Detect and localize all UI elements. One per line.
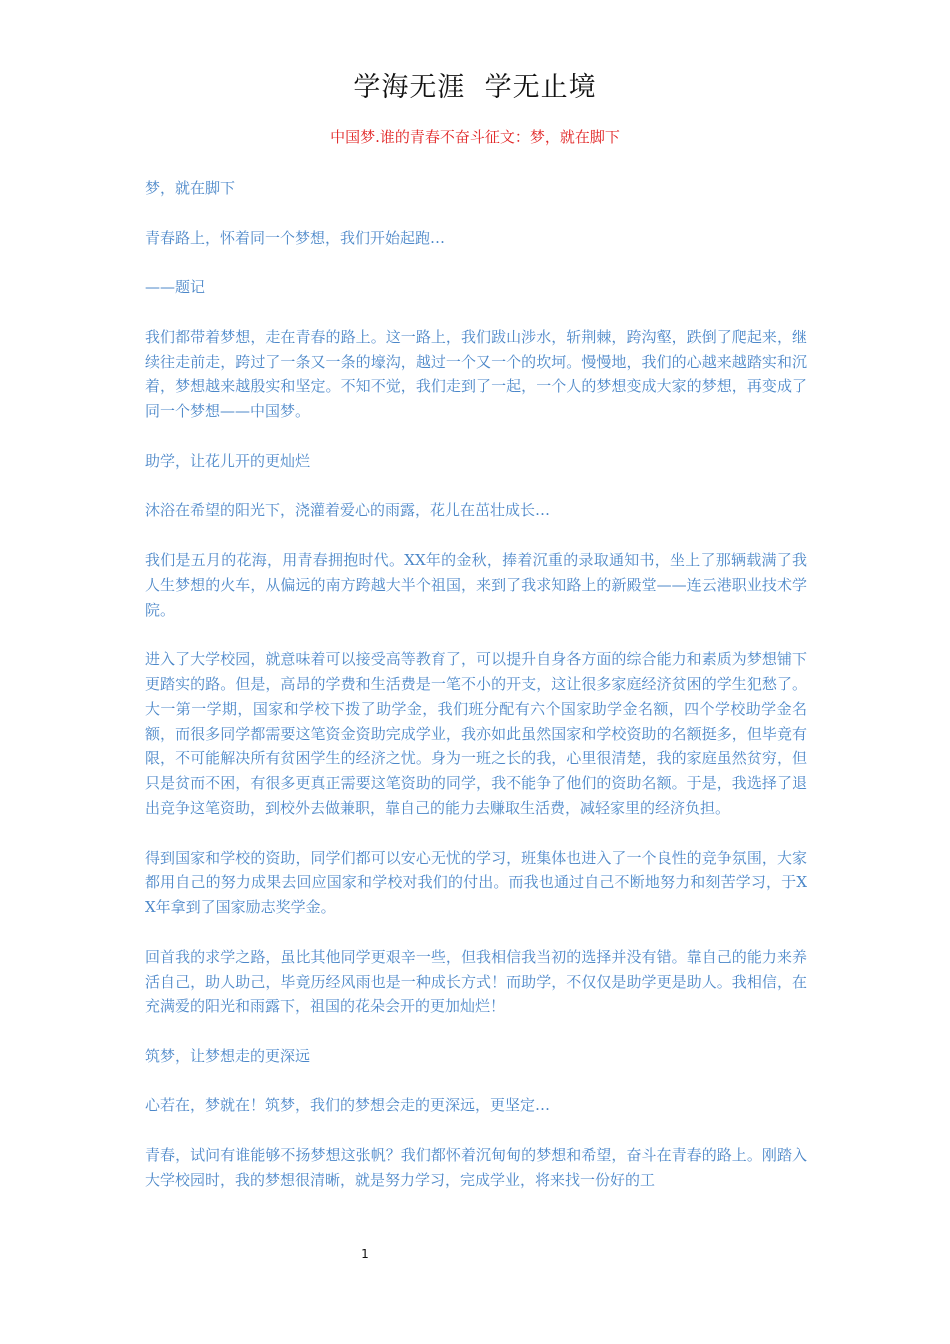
body-paragraph: 进入了大学校园，就意味着可以接受高等教育了，可以提升自身各方面的综合能力和素质为梦想铺下更踏实的路。但是，高昂的学费和生活费是一笔不小的开支，这让很多家庭经济贫困的学生犯愁了。大一第一学期，国家和学校下拨了助学金，我们班分配有六个国家助学金名额，四个学校助学金名额，而很多同学都需要这笔资金资助完成学业，我亦如此虽然国家和学校资助的名额挺多，但毕竟有限，不可能解决所有贫困学生的经济之忧。身为一班之长的我，心里很清楚，我的家庭虽然贫穷，但只是贫而不困，有很多更真正需要这笔资助的同学，我不能争了他们的资助名额。于是，我选择了退出竞争这笔资助，到校外去做兼职，靠自己的能力去赚取生活费，减轻家里的经济负担。 (145, 650, 807, 817)
page-subtitle: 中国梦.谁的青春不奋斗征文：梦，就在脚下 (330, 128, 620, 146)
body-paragraph: 回首我的求学之路，虽比其他同学更艰辛一些，但我相信我当初的选择并没有错。靠自己的能力来养活自己，助人助己，毕竟历经风雨也是一种成长方式！而助学，不仅仅是助学更是助人。我相信，在充满爱的阳光和雨露下，祖国的花朵会开的更加灿烂！ (145, 947, 807, 1016)
section-heading: 梦，就在脚下 (145, 179, 236, 197)
epigraph: 青春路上，怀着同一个梦想，我们开始起跑… (145, 228, 446, 247)
body-paragraph: 得到国家和学校的资助，同学们都可以安心无忧的学习，班集体也进入了一个良性的竞争氛围，大家都用自己的努力成果去回应国家和学校对我们的付出。而我也通过自己不断地努力和刻苦学习，于XX年拿到了国家励志奖学金。 (145, 848, 807, 917)
body-paragraph: 我们是五月的花海，用青春拥抱时代。XX年的金秋，捧着沉重的录取通知书，坐上了那辆载满了我人生梦想的火车，从偏远的南方跨越大半个祖国，来到了我求知路上的新殿堂——连云港职业技术学院。 (145, 550, 807, 619)
document-body (145, 176, 807, 1217)
section-intro: 沐浴在希望的阳光下，浇灌着爱心的雨露，花儿在茁壮成长… (145, 501, 551, 520)
body-paragraph: 我们都带着梦想，走在青春的路上。这一路上，我们跋山涉水，斩荆棘，跨沟壑，跌倒了爬起来，继续往走前走，跨过了一条又一条的壕沟，越过一个又一个的坎坷。慢慢地，我们的心越来越踏实和沉着，梦想越来越殷实和坚定。不知不觉，我们走到了一起，一个人的梦想变成大家的梦想，再变成了同一个梦想——中国梦。 (145, 327, 807, 421)
page-title: 学海无涯 学无止境 (353, 72, 597, 103)
page-number: 1 (361, 1247, 369, 1261)
body-paragraph: 青春，试问有谁能够不扬梦想这张帆？我们都怀着沉甸甸的梦想和希望，奋斗在青春的路上。刚踏入大学校园时，我的梦想很清晰，就是努力学习，完成学业，将来找一份好的工 (145, 1146, 807, 1189)
epigraph-attribution: ——题记 (145, 278, 206, 297)
section-heading: 助学，让花儿开的更灿烂 (145, 451, 311, 470)
section-intro: 心若在，梦就在！筑梦，我们的梦想会走的更深远，更坚定… (145, 1096, 551, 1115)
section-heading: 筑梦，让梦想走的更深远 (145, 1046, 311, 1065)
